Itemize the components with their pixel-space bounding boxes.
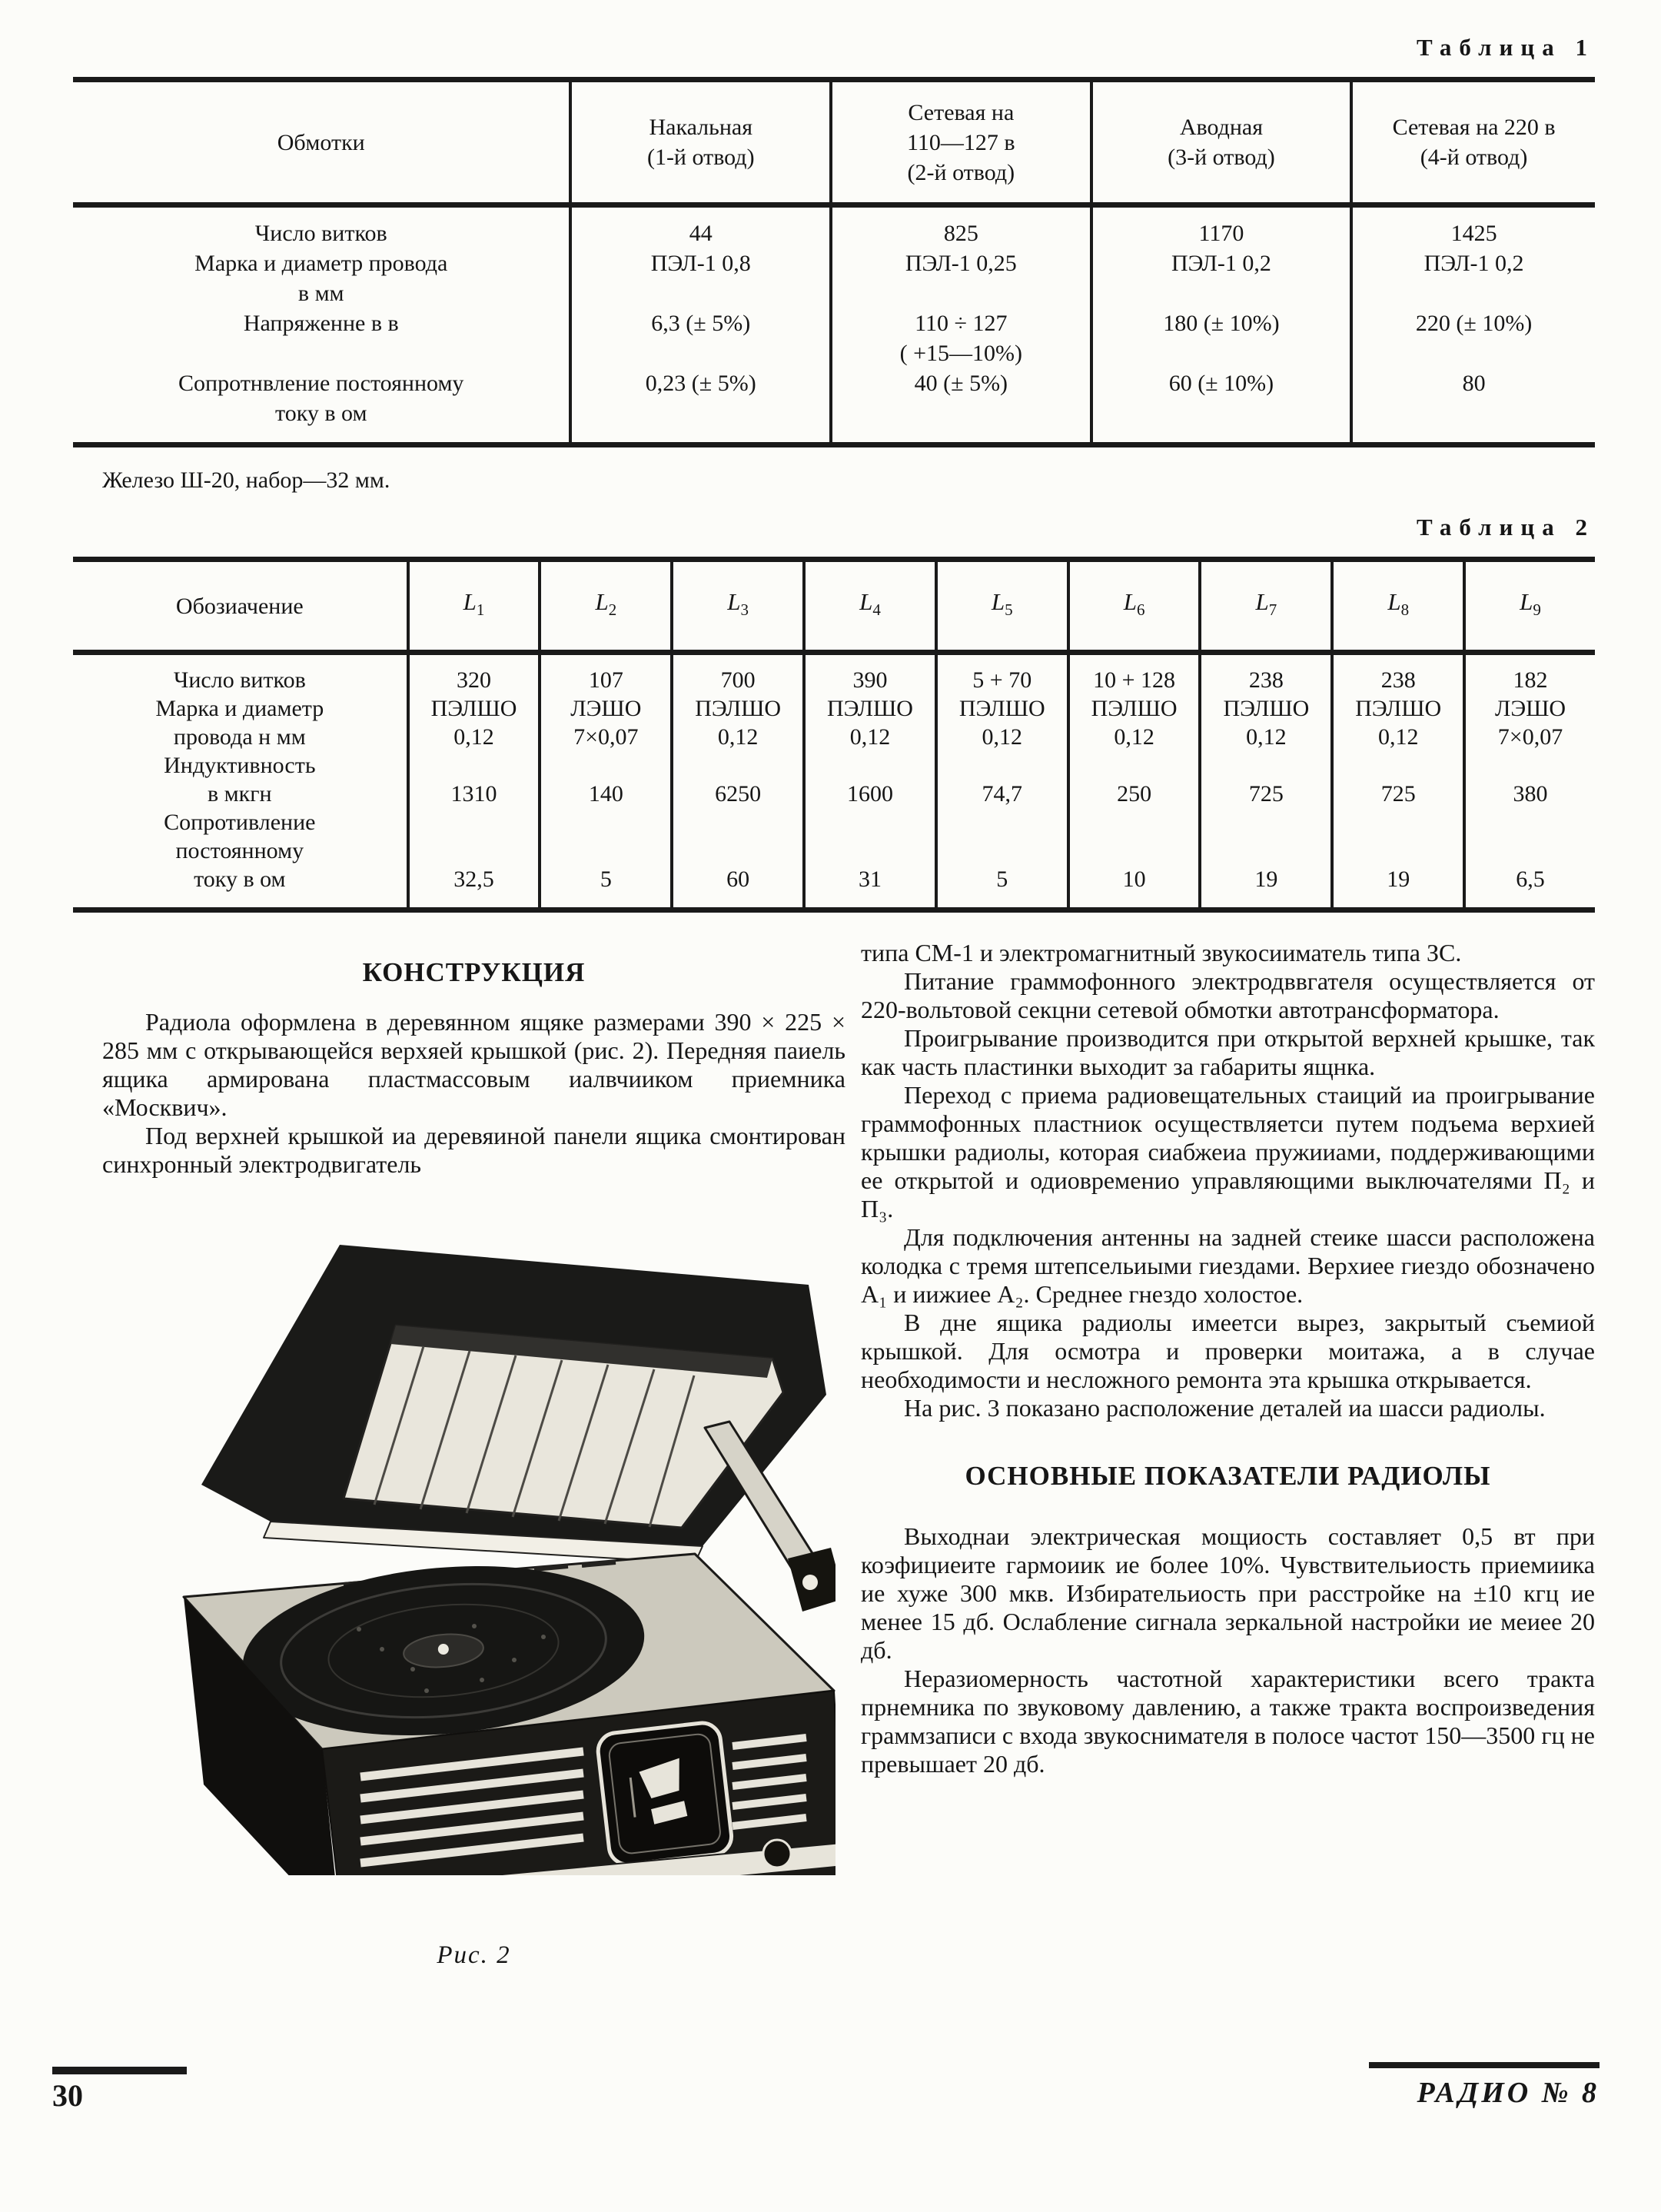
cell-line: ПЭЛШО — [1355, 696, 1442, 721]
cell-line: 238 — [1380, 667, 1416, 693]
cell-line — [413, 837, 536, 865]
cell-line: 182 — [1513, 667, 1548, 693]
t1-header-windings — [73, 82, 569, 202]
cell-line: ПЭЛ-1 0,25 — [905, 251, 1017, 276]
coil-table — [73, 557, 1595, 913]
cell-line — [1469, 751, 1592, 780]
cell-line: (1-й отвод) — [646, 145, 755, 170]
cell-line: 6250 — [715, 781, 762, 807]
cell-line: ПЭЛШО — [827, 696, 913, 721]
table-2-label: Таблица 2 — [1417, 514, 1595, 541]
coil-table-header — [73, 562, 1595, 655]
cell-line: 60 (± 10%) — [1168, 371, 1274, 396]
cell-line: току в ом — [275, 401, 367, 426]
cell-line: провода н мм — [173, 724, 306, 750]
figure-2 — [102, 1199, 845, 1970]
cell-line: 1425 — [1450, 221, 1497, 246]
footer-rule-right — [1369, 2062, 1600, 2068]
cell-line — [1096, 398, 1347, 428]
cell-line — [76, 338, 566, 368]
cell-line — [544, 808, 667, 837]
cell-line: 7×0,07 — [573, 724, 639, 750]
cell-line: постоянному — [175, 838, 304, 863]
cell-line: току в ом — [194, 867, 286, 892]
cell-line — [1337, 808, 1460, 837]
cell-line: Марка и диаметр — [155, 696, 324, 721]
t1-stub-column — [73, 208, 569, 442]
cell-line: 31 — [858, 867, 882, 892]
t1-header-mains-110 — [829, 82, 1090, 202]
t2-header-L1: $L_1$ — [407, 562, 539, 650]
text-paragraph-output: Выходнаи электрическая мощиость составляет 0,5 вт при коэфициеите гармоиик ие более 10%. Чувствительиость приемиика ие хуже 300 мкв. Избирательиость при расстройке на ±10 кгц ие менее 15 дб. Ослабление сигнала зеркальной настройки ие меиее 20 дб. — [861, 1522, 1595, 1664]
t2-column-L8 — [1330, 655, 1463, 907]
cell-line: 1170 — [1198, 221, 1244, 246]
cell-line: 0,12 — [1377, 724, 1419, 750]
cell-line: 140 — [588, 781, 623, 807]
cell-line: 6,3 (± 5%) — [651, 311, 751, 336]
cell-line: (4-й отвод) — [1420, 145, 1528, 170]
cell-line: 0,12 — [982, 724, 1023, 750]
cell-line: ПЭЛ-1 0,2 — [1423, 251, 1524, 276]
tuning-knob — [763, 1840, 791, 1868]
text-paragraph-bottom-cover: В дне ящика радиолы имеетси вырез, закрытый съемиой крышкой. Для осмотра и проверки моитажа, а в случае необходимости и несложного ремонта эта крышка открывается. — [861, 1309, 1595, 1393]
construction-heading: КОНСТРУКЦИЯ — [362, 957, 586, 987]
cell-line: Сопротивление — [164, 810, 316, 835]
t2-column-L5 — [935, 655, 1067, 907]
cell-line — [413, 808, 536, 837]
cell-line: 10 + 128 — [1093, 667, 1176, 693]
text-paragraph-response: Неразиомерность частотной характеристики всего тракта прнемника по звуковому давлению, а также тракта воспроизведения граммзаписи с входа звукоснимателя в полосе частот 150—3500 гц не превышает 20 дб. — [861, 1665, 1595, 1778]
cell-line: ПЭЛШО — [1091, 696, 1178, 721]
t2-column-L6 — [1067, 655, 1199, 907]
cell-line: 0,23 (± 5%) — [645, 371, 756, 396]
cell-line — [1096, 338, 1347, 368]
cell-line — [835, 398, 1087, 428]
t2-header-L9: $L_9$ — [1463, 562, 1595, 650]
t2-header-designation: Обозиачение — [175, 593, 304, 619]
cell-line: 110—127 в — [907, 129, 1015, 155]
page-content — [73, 34, 1595, 1970]
cell-line: ЛЭШО — [570, 696, 642, 721]
cell-line: Накальная — [649, 115, 753, 140]
cell-line: 5 + 70 — [972, 667, 1032, 693]
t2-column-L7 — [1198, 655, 1330, 907]
cell-line: 6,5 — [1516, 867, 1545, 892]
cell-line: 220 (± 10%) — [1415, 311, 1533, 336]
cell-line: Сопротнвление постоянному — [178, 371, 464, 396]
cell-line: 19 — [1387, 867, 1410, 892]
indicators-heading: ОСНОВНЫЕ ПОКАЗАТЕЛИ РАДИОЛЫ — [965, 1461, 1491, 1491]
table-1-footnote: Железо Ш-20, набор—32 мм. — [102, 467, 390, 493]
cell-line — [941, 837, 1064, 865]
cell-line: в мм — [297, 281, 344, 306]
cell-line: ПЭЛШО — [430, 696, 517, 721]
cell-line: 60 — [726, 867, 750, 892]
radiola-illustration — [113, 1199, 835, 1875]
text-paragraph-power: Питание граммофонного электродввгателя осуществляется от 220-вольтовой секцни сетевой обмотки автотрансформатора. — [861, 967, 1595, 1023]
journal-name: РАДИО № 8 — [1417, 2077, 1600, 2109]
cell-line: ПЭЛ-1 0,2 — [1171, 251, 1271, 276]
cell-line: 0,12 — [453, 724, 494, 750]
cell-line: 10 — [1122, 867, 1146, 892]
cell-line — [1337, 751, 1460, 780]
t1-data-column-2 — [829, 208, 1090, 442]
t2-column-L3 — [670, 655, 802, 907]
cell-line: 725 — [1248, 781, 1284, 807]
cell-line — [575, 338, 826, 368]
t1-data-column-1 — [569, 208, 829, 442]
t2-header-L8: $L_8$ — [1330, 562, 1463, 650]
t1-header-mains-220 — [1350, 82, 1595, 202]
cell-line — [1356, 398, 1592, 428]
cell-line: 825 — [943, 221, 978, 246]
cell-line: 0,12 — [1246, 724, 1287, 750]
cell-line: Сетевая на — [908, 99, 1015, 125]
t1-data-column-3 — [1090, 208, 1350, 442]
cell-line: 110 ÷ 127 — [915, 311, 1008, 336]
cell-line: 1600 — [846, 781, 893, 807]
t2-header-L6: $L_6$ — [1067, 562, 1199, 650]
cell-line: 80 — [1462, 371, 1486, 396]
cell-line: 380 — [1513, 781, 1548, 807]
cell-line — [1073, 837, 1196, 865]
cell-line: Напряженне в в — [243, 311, 399, 336]
cell-line — [1073, 751, 1196, 780]
t2-header-L5: $L_5$ — [935, 562, 1067, 650]
cell-line — [835, 278, 1087, 308]
t2-header-L2: $L_2$ — [538, 562, 670, 650]
cell-line: Обмотки — [277, 129, 365, 155]
cell-line: 238 — [1248, 667, 1284, 693]
cell-line: 250 — [1117, 781, 1152, 807]
text-paragraph-fig3: На рис. 3 показано расположение деталей иа шасси радиолы. — [904, 1394, 1546, 1422]
t2-header-L3: $L_3$ — [670, 562, 802, 650]
tonearm-knob — [802, 1575, 818, 1590]
cell-line: 5 — [996, 867, 1008, 892]
cell-line — [809, 751, 932, 780]
winding-table — [73, 77, 1595, 447]
cell-line — [809, 837, 932, 865]
cell-line: Число витков — [254, 221, 387, 246]
left-column — [73, 939, 845, 1970]
t1-header-filament — [569, 82, 829, 202]
cell-line: 7×0,07 — [1497, 724, 1563, 750]
cell-line — [1469, 837, 1592, 865]
right-column — [861, 939, 1595, 1970]
cell-line — [676, 837, 799, 865]
t2-column-L1 — [407, 655, 539, 907]
cell-line: (2-й отвод) — [907, 159, 1015, 185]
cell-line: 19 — [1254, 867, 1278, 892]
cell-line: 5 — [600, 867, 612, 892]
two-column-text — [73, 939, 1595, 1970]
cell-line: 44 — [689, 221, 713, 246]
cell-line — [1204, 751, 1327, 780]
cell-line: Индуктивность — [164, 753, 316, 778]
cell-line — [1469, 808, 1592, 837]
cell-line — [1204, 808, 1327, 837]
t2-column-L2 — [538, 655, 670, 907]
text-paragraph-continuation: типа СМ-1 и электромагнитный звукосииматель типа ЗС. — [861, 939, 1462, 966]
cell-line — [1073, 808, 1196, 837]
cell-line: (3-й отвод) — [1168, 145, 1275, 170]
table-1-label: Таблица 1 — [1417, 34, 1595, 61]
t1-data-column-4 — [1350, 208, 1595, 442]
text-paragraph-antenna: Для подключения антенны на задней стеике шасси расположена колодка с тремя штепсельиыми гиездами. Верхиее гиездо обозначено А₁ и иижиее А₂. Среднее гнездо холостое. — [861, 1223, 1595, 1308]
text-paragraph-switchover: Переход с приема радиовещательных стаиций иа проигрывание граммофонных пластниок осуществляетси путем подъема верхией крышки радиолы, которая сиабжеиа пружииами, поддерживающими ее открытой и одиовременио управляющими выключателями П₂ и П₃. — [861, 1081, 1595, 1222]
cell-line: 0,12 — [849, 724, 891, 750]
cell-line — [1356, 338, 1592, 368]
dial-window — [596, 1721, 733, 1867]
cell-line: 180 (± 10%) — [1163, 311, 1280, 336]
cell-line: в мкгн — [208, 781, 272, 807]
winding-table-body — [73, 208, 1595, 442]
t2-header-L7: $L_7$ — [1198, 562, 1330, 650]
cell-line: ПЭЛШО — [695, 696, 782, 721]
cell-line — [1204, 837, 1327, 865]
t2-column-L9 — [1463, 655, 1595, 907]
cell-line — [575, 398, 826, 428]
cell-line — [544, 837, 667, 865]
cell-line — [413, 751, 536, 780]
figure-2-caption: Рис. 2 — [437, 1941, 511, 1969]
construction-paragraph-1: Радиола оформлена в деревянном ящяке размерами 390 × 225 × 285 мм с открывающейся верхяей крышкой (рис. 2). Передняя паиель ящика армирована пластмассовым иалвчииком приемника «Москвич». — [102, 1008, 845, 1121]
cell-line — [1096, 278, 1347, 308]
journal-footer-block — [1369, 2062, 1600, 2110]
cell-line: ПЭЛ-1 0,8 — [650, 251, 751, 276]
t2-column-L4 — [802, 655, 935, 907]
winding-table-header — [73, 82, 1595, 208]
cell-line — [809, 808, 932, 837]
cell-line: Марка и диаметр провода — [194, 251, 448, 276]
cell-line — [544, 751, 667, 780]
cell-line — [575, 278, 826, 308]
cell-line: 40 (± 5%) — [914, 371, 1008, 396]
cell-line — [941, 751, 1064, 780]
cell-line: Аводная — [1179, 115, 1264, 140]
t2-header-L4: $L_4$ — [802, 562, 935, 650]
cell-line: ( +15—10%) — [899, 341, 1023, 366]
page-number-block — [52, 2067, 187, 2114]
cell-line: 107 — [588, 667, 623, 693]
text-paragraph-playback: Проигрывание производится при открытой верхней крышке, так как часть пластинки выходит за габариты ящнка. — [861, 1024, 1595, 1080]
cell-line: Число витков — [173, 667, 306, 693]
cell-line: 74,7 — [982, 781, 1023, 807]
cell-line: ПЭЛШО — [1223, 696, 1310, 721]
cell-line: 390 — [852, 667, 888, 693]
cell-line — [676, 808, 799, 837]
footer-rule-left — [52, 2067, 187, 2074]
cell-line: 725 — [1380, 781, 1416, 807]
coil-table-body — [73, 655, 1595, 907]
t2-stub-column — [73, 655, 407, 907]
cell-line: 32,5 — [453, 867, 494, 892]
radiola-drawing — [184, 1245, 835, 1875]
cell-line — [1356, 278, 1592, 308]
page-number: 30 — [52, 2078, 83, 2113]
cell-line: 1310 — [450, 781, 497, 807]
construction-paragraph-2: Под верхней крышкой иа деревяиной панели ящика смонтирован синхронный электродвигатель — [102, 1122, 845, 1178]
t1-header-anode — [1090, 82, 1350, 202]
cell-line: 0,12 — [1114, 724, 1154, 750]
cell-line: 320 — [457, 667, 492, 693]
cell-line: ПЭЛШО — [958, 696, 1045, 721]
cell-line — [1337, 837, 1460, 865]
cell-line — [941, 808, 1064, 837]
cell-line: 700 — [720, 667, 756, 693]
cell-line — [676, 751, 799, 780]
cell-line: Сетевая на 220 в — [1392, 115, 1556, 140]
cell-line: 0,12 — [717, 724, 759, 750]
cell-line: ЛЭШО — [1494, 696, 1566, 721]
